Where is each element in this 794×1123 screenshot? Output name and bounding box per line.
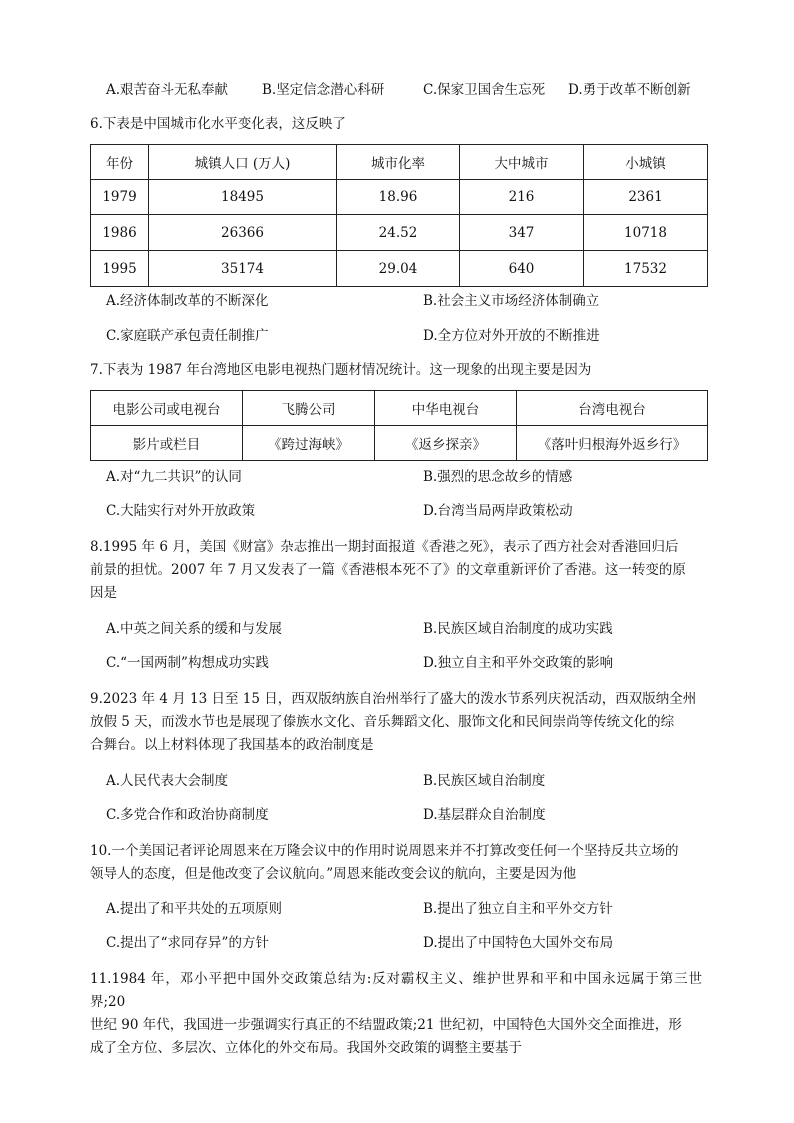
q10-option-b: B.提出了独立自主和平外交方针 [423,901,613,917]
q6-option-b: B.社会主义市场经济体制确立 [423,293,600,309]
table-cell: 《落叶归根海外返乡行》 [517,426,708,461]
q10-option-d: D.提出了中国特色大国外交布局 [423,935,614,951]
table-cell: 飞腾公司 [243,391,375,426]
table-row [91,215,708,251]
q6-option-a: A.经济体制改革的不断深化 [106,293,269,309]
table-cell: 24.52 [337,215,460,251]
q9-stem-line: 9.2023 年 4 月 13 日至 15 日，西双版纳族自治州举行了盛大的泼水节系列庆祝活动，西双版纳全州 [90,691,697,707]
q8-stem-line: 前景的担忧。2007 年 7 月又发表了一篇《香港根本死不了》的文章重新评价了香港。这一转变的原 [90,562,686,578]
q11-stem-line: 11.1984 年，邓小平把中国外交政策总结为:反对霸权主义、维护世界和平和中国永远属于第三世界;20 [90,971,702,1010]
table-cell: 1995 [91,251,149,287]
table-row [91,180,708,215]
q5-option-d: D.勇于改革不断创新 [568,82,691,98]
table-cell: 电影公司或电视台 [91,391,243,426]
q8-option-d: D.独立自主和平外交政策的影响 [423,655,614,671]
table-cell: 《跨过海峡》 [243,426,375,461]
q6-header-cell: 城市化率 [337,145,460,180]
q6-header-cell: 年份 [91,145,149,180]
q8-stem [90,536,702,605]
q8-stem-line: 因是 [90,585,117,601]
q9-option-a: A.人民代表大会制度 [106,773,229,789]
q11-stem-line: 世纪 90 年代，我国进一步强调实行真正的不结盟政策;21 世纪初，中国特色大国外交全面推进，形 [90,1017,682,1033]
q9-stem-line: 合舞台。以上材料体现了我国基本的政治制度是 [90,737,374,753]
q8-option-a: A.中英之间关系的缓和与发展 [106,621,283,637]
q10-stem-line: 10.一个美国记者评论周恩来在万隆会议中的作用时说周恩来并不打算改变任何一个坚持反共立场的 [90,843,679,859]
table-cell: 17532 [584,251,708,287]
q7-table [90,390,708,461]
table-cell: 640 [460,251,584,287]
q9-stem [90,688,702,757]
q6-option-d: D.全方位对外开放的不断推进 [423,328,600,344]
table-cell: 216 [460,180,584,215]
table-cell: 1986 [91,215,149,251]
table-cell: 台湾电视台 [517,391,708,426]
q10-stem-line: 领导人的态度，但是他改变了会议航向。”周恩来能改变会议的航向，主要是因为他 [90,866,577,882]
q6-table [90,144,708,287]
q8-option-c: C.“一国两制”构想成功实践 [106,655,269,671]
q7-option-a: A.对“九二共识”的认同 [106,469,242,485]
q5-option-b: B.坚定信念潜心科研 [262,82,385,98]
q11-stem-line: 成了全方位、多层次、立体化的外交布局。我国外交政策的调整主要基于 [90,1040,522,1056]
table-row [91,391,708,426]
q6-header-cell: 大中城市 [460,145,584,180]
q8-stem-line: 8.1995 年 6 月，美国《财富》杂志推出一期封面报道《香港之死》，表示了西方社会对香港回归后 [90,539,679,555]
q9-stem-line: 放假 5 天，而泼水节也是展现了傣族水文化、音乐舞蹈文化、服饰文化和民间崇尚等传统文化的综 [90,714,675,730]
table-cell: 35174 [149,251,337,287]
q7-option-c: C.大陆实行对外开放政策 [106,503,256,519]
q7-option-d: D.台湾当局两岸政策松动 [423,503,573,519]
q9-option-c: C.多党合作和政治协商制度 [106,807,269,823]
table-cell: 26366 [149,215,337,251]
table-row [91,251,708,287]
q9-option-d: D.基层群众自治制度 [423,807,546,823]
table-cell: 18495 [149,180,337,215]
table-cell: 10718 [584,215,708,251]
table-cell: 29.04 [337,251,460,287]
table-cell: 《返乡探亲》 [375,426,517,461]
q8-option-b: B.民族区域自治制度的成功实践 [423,621,613,637]
q11-stem [90,968,702,1060]
q6-stem: 6.下表是中国城市化水平变化表，这反映了 [90,116,346,132]
q9-option-b: B.民族区域自治制度 [423,773,546,789]
table-cell: 347 [460,215,584,251]
table-cell: 2361 [584,180,708,215]
table-cell: 影片或栏目 [91,426,243,461]
q5-option-c: C.保家卫国舍生忘死 [423,82,546,98]
q6-header-cell: 城镇人口 (万人) [149,145,337,180]
q5-option-a: A.艰苦奋斗无私奉献 [106,82,229,98]
table-row [91,426,708,461]
q6-header-cell: 小城镇 [584,145,708,180]
q6-table-header [91,145,708,180]
table-cell: 1979 [91,180,149,215]
q6-option-c: C.家庭联产承包责任制推广 [106,328,269,344]
q7-option-b: B.强烈的思念故乡的情感 [423,469,573,485]
q7-stem: 7.下表为 1987 年台湾地区电影电视热门题材情况统计。这一现象的出现主要是因为 [90,362,592,378]
q10-stem [90,840,702,886]
q10-option-c: C.提出了“求同存异”的方针 [106,935,269,951]
q10-option-a: A.提出了和平共处的五项原则 [106,901,283,917]
table-cell: 中华电视台 [375,391,517,426]
table-cell: 18.96 [337,180,460,215]
